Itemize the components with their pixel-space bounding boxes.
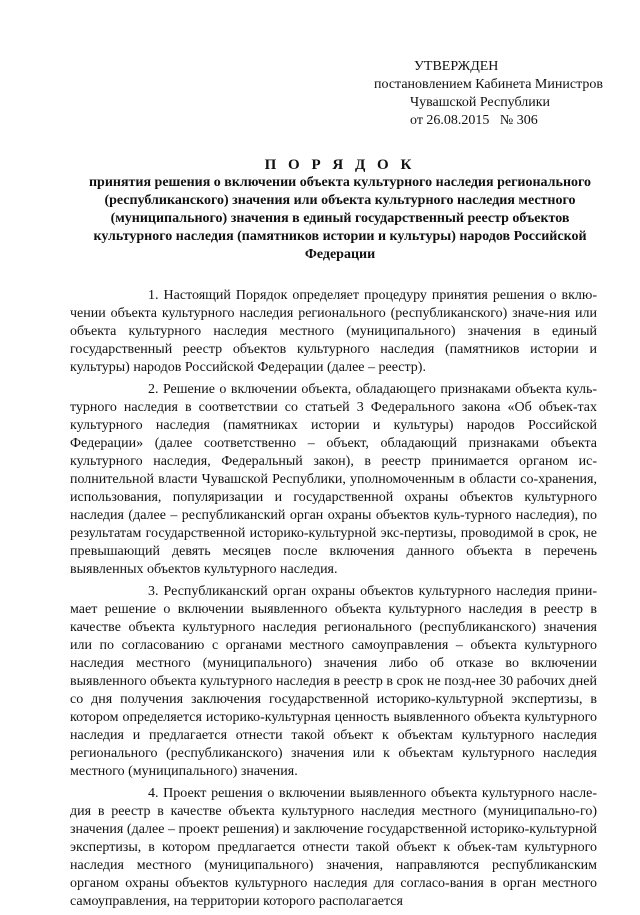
paragraph-1: 1. Настоящий Порядок определяет процедуру принятия решения о вклю-чении объекта культурного наследия регионального (республиканского) значе-ния или объекта культурного наследия местного (муниципального) значения в единый государственный реестр объектов культурного наследия (памятников истории и культуры) народов Российской Федерации (далее – реестр).: [70, 288, 597, 375]
paragraph-4: 4. Проект решения о включении выявленного объекта культурного насле-дия в реестр в качестве объекта культурного наследия местного (муниципально-го) значения (далее – проект решения) и заключение государственной историко-культурной экспертизы, в котором предлагается отнести такой объект к объек-там культурного наследия местного (муниципального) значения, направляются республиканским органом охраны объектов культурного наследия для согласо-вания в орган местного самоуправления, на территории которого располагается: [70, 786, 597, 909]
paragraph-2: 2. Решение о включении объекта, обладающего признаками объекта куль-турного наследия в соответствии со статьей 3 Федерального закона «Об объек-тах культурного наследия (памятниках истории и культуры) народов Российской Федерации» (далее соответственно – объект, обладающий признаками объекта культурного наследия, Федеральный закон), в реестр принимается органом ис-полнительной власти Чувашской Республики, уполномоченным в области со-хранения, использования, популяризации и государственной охраны объектов культурного наследия (далее – республиканский орган охраны объектов куль-турного наследия), по результатам государственной историко-культурной экс-пертизы, проводимой в срок, не превышающий девять месяцев после включения данного объекта в перечень выявленных объектов культурного наследия.: [70, 382, 597, 577]
document-subheading: принятия решения о включении объекта культурного наследия регионального (республиканского) значения или объекта культурного наследия местного (муниципального) значения в единый государственный реестр объектов культурного наследия (памятников истории и культуры) народов Российской Федерации: [88, 175, 592, 262]
document-heading: П О Р Я Д О К: [264, 157, 416, 173]
document-title-block: [70, 156, 610, 264]
paragraph-3: 3. Республиканский орган охраны объектов культурного наследия прини-мает решение о включении выявленного объекта культурного наследия в реестр в качестве объекта культурного наследия регионального (республиканского) значения или по согласованию с органами местного самоуправления – объекта культурного наследия местного (муниципального) значения либо об отказе во включении выявленного объекта культурного наследия в реестр в срок не позд-нее 30 рабочих дней со дня получения заключения государственной историко-культурной экспертизы, в котором определяется историко-культурная ценность выявленного объекта культурного наследия и предлагается отнести такой объект к объектам культурного наследия регионального (республиканского) значения или к объектам культурного наследия местного (муниципального) значения.: [70, 584, 597, 779]
approval-date-number: от 26.08.2015 № 306: [410, 113, 538, 128]
document-body: [70, 287, 597, 915]
approval-stamp: [366, 58, 616, 130]
approval-republic: Чувашской Республики: [410, 95, 551, 110]
approval-title: УТВЕРЖДЕН: [414, 59, 499, 74]
approval-decree: постановлением Кабинета Министров: [374, 77, 603, 92]
